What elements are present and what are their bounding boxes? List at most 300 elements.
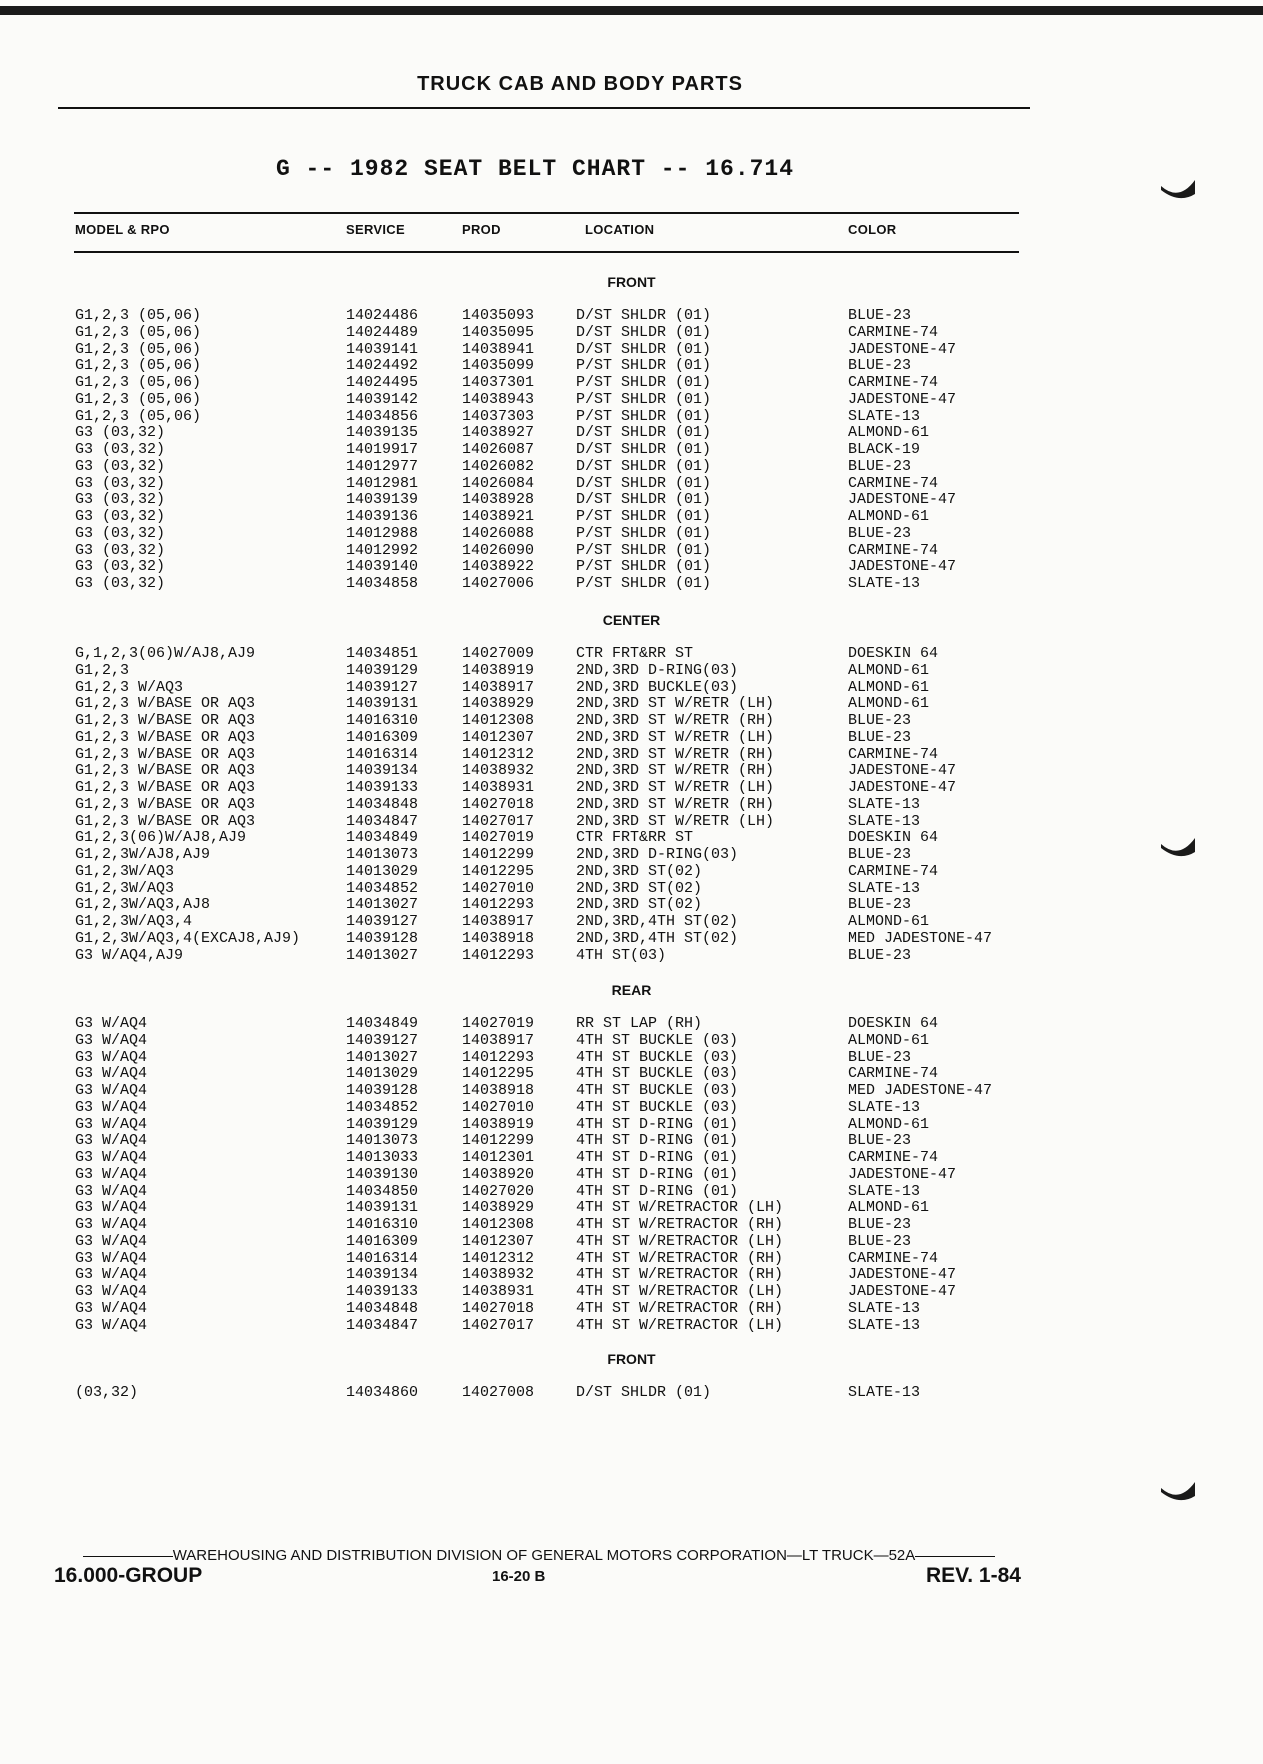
model-cell: G3 W/AQ4 — [75, 1031, 148, 1049]
model-cell: G3 W/AQ4 — [75, 1165, 148, 1183]
service-number-cell: 14039128 — [346, 1082, 419, 1099]
service-number-cell: 14012977 — [346, 457, 419, 475]
location-cell: 2ND,3RD ST W/RETR (LH) — [576, 779, 775, 796]
service-number-cell: 14016314 — [346, 1249, 419, 1267]
location-cell: 4TH ST BUCKLE (03) — [576, 1048, 739, 1066]
service-number-cell: 14024486 — [346, 307, 419, 324]
prod-number-cell: 14012293 — [462, 896, 535, 914]
prod-number-cell: 14038917 — [462, 1031, 535, 1049]
prod-number-cell: 14012295 — [462, 1065, 535, 1083]
service-number-cell: 14039131 — [346, 1199, 419, 1217]
service-number-cell: 14013029 — [346, 862, 419, 880]
prod-number-cell: 14012295 — [462, 862, 535, 880]
model-cell: G3 W/AQ4 — [75, 1199, 148, 1217]
service-number-cell: 14039133 — [346, 779, 419, 796]
color-cell: DOESKIN 64 — [848, 645, 939, 662]
prod-number-cell: 14012312 — [462, 1249, 535, 1267]
prod-number-cell: 14038929 — [462, 1199, 535, 1217]
color-cell: BLUE-23 — [848, 846, 912, 863]
prod-number-cell: 14037303 — [462, 407, 535, 425]
color-cell: CARMINE-74 — [848, 1249, 939, 1267]
location-cell: D/ST SHLDR (01) — [576, 424, 712, 442]
prod-number-cell: 14026088 — [462, 524, 535, 542]
model-cell: G3 (03,32) — [75, 524, 166, 542]
color-cell: SLATE-13 — [848, 1098, 921, 1116]
model-cell: G1,2,3 (05,06) — [75, 357, 202, 375]
location-cell: 4TH ST W/RETRACTOR (RH) — [576, 1216, 784, 1233]
prod-number-cell: 14027020 — [462, 1182, 535, 1200]
prod-number-cell: 14038928 — [462, 491, 535, 509]
column-header-location: LOCATION — [585, 222, 655, 237]
location-cell: 2ND,3RD ST W/RETR (RH) — [576, 795, 775, 813]
prod-number-cell: 14038919 — [462, 661, 535, 679]
model-cell: G1,2,3 — [75, 661, 130, 679]
service-number-cell: 14039141 — [346, 340, 419, 358]
location-cell: 2ND,3RD ST W/RETR (RH) — [576, 745, 775, 763]
service-number-cell: 14012988 — [346, 524, 419, 542]
service-number-cell: 14039129 — [346, 661, 419, 679]
service-number-cell: 14039130 — [346, 1165, 419, 1183]
footer-division-line — [54, 1547, 1024, 1564]
location-cell: 4TH ST BUCKLE (03) — [576, 1098, 739, 1116]
color-cell: CARMINE-74 — [848, 541, 939, 559]
location-cell: 4TH ST D-RING (01) — [576, 1182, 739, 1200]
color-cell: JADESTONE-47 — [848, 1266, 957, 1284]
location-cell: P/ST SHLDR (01) — [576, 541, 712, 559]
location-cell: 4TH ST D-RING (01) — [576, 1115, 739, 1133]
prod-number-cell: 14035095 — [462, 323, 535, 341]
location-cell: 4TH ST W/RETRACTOR (RH) — [576, 1249, 784, 1267]
color-cell: SLATE-13 — [848, 879, 921, 897]
model-cell: (03,32) — [75, 1384, 139, 1401]
model-cell: G3 W/AQ4 — [75, 1216, 148, 1233]
prod-number-cell: 14038917 — [462, 678, 535, 696]
footer-division-text: WAREHOUSING AND DISTRIBUTION DIVISION OF GENERAL MOTORS CORPORATION—LT TRUCK—52A — [172, 1547, 916, 1564]
prod-number-cell: 14012308 — [462, 1216, 535, 1233]
service-number-cell: 14034851 — [346, 645, 419, 662]
color-cell: CARMINE-74 — [848, 1065, 939, 1083]
color-cell: SLATE-13 — [848, 1316, 921, 1334]
location-cell: 4TH ST W/RETRACTOR (RH) — [576, 1299, 784, 1317]
prod-number-cell: 14038943 — [462, 390, 535, 408]
model-cell: G3 W/AQ4 — [75, 1149, 148, 1166]
model-cell: G3 (03,32) — [75, 457, 166, 475]
prod-number-cell: 14035093 — [462, 307, 535, 324]
prod-number-cell: 14038931 — [462, 779, 535, 796]
location-cell: D/ST SHLDR (01) — [576, 491, 712, 509]
color-cell: MED JADESTONE-47 — [848, 1082, 993, 1099]
service-number-cell: 14024492 — [346, 357, 419, 375]
color-cell: BLUE-23 — [848, 1232, 912, 1250]
service-number-cell: 14034860 — [346, 1384, 419, 1401]
model-cell: G1,2,3 W/BASE OR AQ3 — [75, 795, 256, 813]
location-cell: 4TH ST W/RETRACTOR (LH) — [576, 1199, 784, 1217]
location-cell: D/ST SHLDR (01) — [576, 474, 712, 492]
location-cell: CTR FRT&RR ST — [576, 645, 694, 662]
model-cell: G1,2,3(06)W/AJ8,AJ9 — [75, 829, 247, 847]
footer-page-number: 16-20 B — [492, 1568, 546, 1585]
location-cell: P/ST SHLDR (01) — [576, 374, 712, 391]
model-cell: G1,2,3 (05,06) — [75, 407, 202, 425]
location-cell: 4TH ST BUCKLE (03) — [576, 1031, 739, 1049]
service-number-cell: 14039127 — [346, 913, 419, 930]
service-number-cell: 14039142 — [346, 390, 419, 408]
service-number-cell: 14034856 — [346, 407, 419, 425]
color-cell: DOESKIN 64 — [848, 829, 939, 847]
model-cell: G1,2,3 (05,06) — [75, 323, 202, 341]
service-number-cell: 14024495 — [346, 374, 419, 391]
prod-number-cell: 14012308 — [462, 712, 535, 729]
location-cell: 4TH ST W/RETRACTOR (LH) — [576, 1316, 784, 1334]
section-title: REAR — [611, 982, 652, 998]
prod-number-cell: 14038919 — [462, 1115, 535, 1133]
color-cell: ALMOND-61 — [848, 695, 930, 713]
model-cell: G3 W/AQ4 — [75, 1316, 148, 1334]
location-cell: P/ST SHLDR (01) — [576, 575, 712, 592]
location-cell: 2ND,3RD ST(02) — [576, 896, 703, 914]
prod-number-cell: 14012299 — [462, 846, 535, 863]
color-cell: JADESTONE-47 — [848, 762, 957, 780]
prod-number-cell: 14027017 — [462, 812, 535, 830]
location-cell: 2ND,3RD D-RING(03) — [576, 661, 739, 679]
color-cell: SLATE-13 — [848, 795, 921, 813]
prod-number-cell: 14012299 — [462, 1132, 535, 1150]
color-cell: SLATE-13 — [848, 1384, 921, 1401]
model-cell: G3 (03,32) — [75, 424, 166, 442]
model-cell: G1,2,3 (05,06) — [75, 390, 202, 408]
model-cell: G1,2,3 (05,06) — [75, 374, 202, 391]
prod-number-cell: 14027006 — [462, 575, 535, 592]
prod-number-cell: 14026082 — [462, 457, 535, 475]
model-cell: G1,2,3 W/BASE OR AQ3 — [75, 745, 256, 763]
service-number-cell: 14034849 — [346, 829, 419, 847]
color-cell: BLUE-23 — [848, 712, 912, 729]
model-cell: G3 (03,32) — [75, 491, 166, 509]
location-cell: 4TH ST BUCKLE (03) — [576, 1065, 739, 1083]
location-cell: P/ST SHLDR (01) — [576, 508, 712, 525]
location-cell: P/ST SHLDR (01) — [576, 390, 712, 408]
service-number-cell: 14034848 — [346, 795, 419, 813]
color-cell: SLATE-13 — [848, 407, 921, 425]
service-number-cell: 14034849 — [346, 1015, 419, 1032]
service-number-cell: 14013027 — [346, 946, 419, 964]
section-title: CENTER — [602, 612, 661, 628]
prod-number-cell: 14038929 — [462, 695, 535, 713]
prod-number-cell: 14012312 — [462, 745, 535, 763]
prod-number-cell: 14038931 — [462, 1283, 535, 1300]
color-cell: BLUE-23 — [848, 307, 912, 324]
color-cell: SLATE-13 — [848, 1182, 921, 1200]
model-cell: G1,2,3 W/BASE OR AQ3 — [75, 695, 256, 713]
location-cell: 2ND,3RD ST W/RETR (LH) — [576, 695, 775, 713]
prod-number-cell: 14012293 — [462, 1048, 535, 1066]
model-cell: G3 W/AQ4 — [75, 1082, 148, 1099]
model-cell: G,1,2,3(06)W/AJ8,AJ9 — [75, 645, 256, 662]
prod-number-cell: 14012293 — [462, 946, 535, 964]
service-number-cell: 14039139 — [346, 491, 419, 509]
prod-number-cell: 14027009 — [462, 645, 535, 662]
service-number-cell: 14024489 — [346, 323, 419, 341]
column-header-model: MODEL & RPO — [75, 222, 170, 237]
color-cell: ALMOND-61 — [848, 1199, 930, 1217]
location-cell: RR ST LAP (RH) — [576, 1015, 703, 1032]
color-cell: CARMINE-74 — [848, 1149, 939, 1166]
location-cell: 4TH ST W/RETRACTOR (LH) — [576, 1232, 784, 1250]
prod-number-cell: 14026084 — [462, 474, 535, 492]
prod-number-cell: 14027010 — [462, 1098, 535, 1116]
color-cell: ALMOND-61 — [848, 913, 930, 930]
location-cell: 2ND,3RD ST(02) — [576, 879, 703, 897]
model-cell: G1,2,3W/AQ3,4 — [75, 913, 193, 930]
service-number-cell: 14039131 — [346, 695, 419, 713]
model-cell: G3 (03,32) — [75, 441, 166, 458]
model-cell: G1,2,3 W/BASE OR AQ3 — [75, 728, 256, 746]
color-cell: BLUE-23 — [848, 1048, 912, 1066]
model-cell: G3 (03,32) — [75, 508, 166, 525]
location-cell: 2ND,3RD ST W/RETR (RH) — [576, 762, 775, 780]
color-cell: SLATE-13 — [848, 812, 921, 830]
model-cell: G1,2,3 (05,06) — [75, 340, 202, 358]
location-cell: D/ST SHLDR (01) — [576, 307, 712, 324]
prod-number-cell: 14038918 — [462, 929, 535, 947]
color-cell: JADESTONE-47 — [848, 491, 957, 509]
column-header-service: SERVICE — [346, 222, 405, 237]
service-number-cell: 14039135 — [346, 424, 419, 442]
color-cell: ALMOND-61 — [848, 1031, 930, 1049]
header-rule — [58, 107, 1030, 109]
service-number-cell: 14034852 — [346, 879, 419, 897]
location-cell: 2ND,3RD D-RING(03) — [576, 846, 739, 863]
service-number-cell: 14034858 — [346, 575, 419, 592]
model-cell: G3 (03,32) — [75, 558, 166, 576]
footer-dash-left — [83, 1556, 173, 1557]
prod-number-cell: 14035099 — [462, 357, 535, 375]
model-cell: G3 W/AQ4 — [75, 1232, 148, 1250]
model-cell: G3 W/AQ4 — [75, 1299, 148, 1317]
color-cell: CARMINE-74 — [848, 745, 939, 763]
section-title: FRONT — [607, 1351, 656, 1367]
model-cell: G3 W/AQ4 — [75, 1266, 148, 1284]
prod-number-cell: 14038918 — [462, 1082, 535, 1099]
color-cell: BLUE-23 — [848, 1216, 912, 1233]
color-cell: CARMINE-74 — [848, 323, 939, 341]
service-number-cell: 14039134 — [346, 762, 419, 780]
color-cell: JADESTONE-47 — [848, 340, 957, 358]
table-top-rule — [74, 212, 1019, 214]
footer-revision: REV. 1-84 — [926, 1564, 1021, 1587]
prod-number-cell: 14027019 — [462, 1015, 535, 1032]
location-cell: CTR FRT&RR ST — [576, 829, 694, 847]
prod-number-cell: 14027018 — [462, 1299, 535, 1317]
model-cell: G1,2,3W/AQ3,4(EXCAJ8,AJ9) — [75, 929, 301, 947]
model-cell: G3 W/AQ4 — [75, 1015, 148, 1032]
service-number-cell: 14039127 — [346, 1031, 419, 1049]
prod-number-cell: 14012307 — [462, 1232, 535, 1250]
service-number-cell: 14034847 — [346, 1316, 419, 1334]
prod-number-cell: 14027008 — [462, 1384, 535, 1401]
model-cell: G3 (03,32) — [75, 575, 166, 592]
binder-tab-mark-icon — [1159, 836, 1197, 860]
location-cell: 2ND,3RD ST W/RETR (LH) — [576, 812, 775, 830]
service-number-cell: 14016314 — [346, 745, 419, 763]
color-cell: ALMOND-61 — [848, 508, 930, 525]
location-cell: P/ST SHLDR (01) — [576, 524, 712, 542]
model-cell: G3 (03,32) — [75, 474, 166, 492]
service-number-cell: 14016310 — [346, 712, 419, 729]
service-number-cell: 14016309 — [346, 728, 419, 746]
location-cell: 2ND,3RD,4TH ST(02) — [576, 929, 739, 947]
color-cell: CARMINE-74 — [848, 862, 939, 880]
location-cell: 2ND,3RD BUCKLE(03) — [576, 678, 739, 696]
service-number-cell: 14039136 — [346, 508, 419, 525]
model-cell: G3 W/AQ4 — [75, 1098, 148, 1116]
top-border-rule — [0, 6, 1263, 15]
color-cell: MED JADESTONE-47 — [848, 929, 993, 947]
footer-dash-right — [915, 1556, 995, 1557]
location-cell: 4TH ST D-RING (01) — [576, 1149, 739, 1166]
color-cell: BLUE-23 — [848, 457, 912, 475]
model-cell: G1,2,3 W/BASE OR AQ3 — [75, 712, 256, 729]
service-number-cell: 14012981 — [346, 474, 419, 492]
binder-tab-mark-icon — [1159, 178, 1197, 202]
color-cell: BLUE-23 — [848, 357, 912, 375]
color-cell: CARMINE-74 — [848, 374, 939, 391]
location-cell: P/ST SHLDR (01) — [576, 558, 712, 576]
color-cell: BLUE-23 — [848, 896, 912, 914]
location-cell: D/ST SHLDR (01) — [576, 340, 712, 358]
model-cell: G3 W/AQ4 — [75, 1283, 148, 1300]
prod-number-cell: 14027018 — [462, 795, 535, 813]
model-cell: G1,2,3 W/BASE OR AQ3 — [75, 762, 256, 780]
prod-number-cell: 14026087 — [462, 441, 535, 458]
column-header-prod: PROD — [462, 222, 501, 237]
color-cell: BLUE-23 — [848, 946, 912, 964]
chart-title: G -- 1982 SEAT BELT CHART -- 16.714 — [275, 156, 795, 182]
prod-number-cell: 14038920 — [462, 1165, 535, 1183]
service-number-cell: 14034850 — [346, 1182, 419, 1200]
color-cell: BLUE-23 — [848, 728, 912, 746]
service-number-cell: 14013027 — [346, 896, 419, 914]
prod-number-cell: 14012301 — [462, 1149, 535, 1166]
service-number-cell: 14013027 — [346, 1048, 419, 1066]
prod-number-cell: 14038922 — [462, 558, 535, 576]
model-cell: G3 W/AQ4 — [75, 1048, 148, 1066]
color-cell: ALMOND-61 — [848, 661, 930, 679]
location-cell: 2ND,3RD ST(02) — [576, 862, 703, 880]
color-cell: BLUE-23 — [848, 1132, 912, 1150]
model-cell: G3 (03,32) — [75, 541, 166, 559]
prod-number-cell: 14027019 — [462, 829, 535, 847]
prod-number-cell: 14038932 — [462, 1266, 535, 1284]
model-cell: G3 W/AQ4 — [75, 1115, 148, 1133]
location-cell: P/ST SHLDR (01) — [576, 407, 712, 425]
service-number-cell: 14034852 — [346, 1098, 419, 1116]
service-number-cell: 14034847 — [346, 812, 419, 830]
location-cell: D/ST SHLDR (01) — [576, 441, 712, 458]
service-number-cell: 14016309 — [346, 1232, 419, 1250]
service-number-cell: 14012992 — [346, 541, 419, 559]
color-cell: JADESTONE-47 — [848, 558, 957, 576]
column-header-color: COLOR — [848, 222, 897, 237]
location-cell: 2ND,3RD ST W/RETR (RH) — [576, 712, 775, 729]
location-cell: 4TH ST D-RING (01) — [576, 1132, 739, 1150]
service-number-cell: 14039140 — [346, 558, 419, 576]
location-cell: 4TH ST D-RING (01) — [576, 1165, 739, 1183]
prod-number-cell: 14038941 — [462, 340, 535, 358]
model-cell: G1,2,3 W/BASE OR AQ3 — [75, 812, 256, 830]
model-cell: G3 W/AQ4 — [75, 1249, 148, 1267]
section-title: FRONT — [607, 274, 656, 290]
service-number-cell: 14013033 — [346, 1149, 419, 1166]
color-cell: BLUE-23 — [848, 524, 912, 542]
color-cell: JADESTONE-47 — [848, 1165, 957, 1183]
location-cell: D/ST SHLDR (01) — [576, 457, 712, 475]
location-cell: D/ST SHLDR (01) — [576, 323, 712, 341]
model-cell: G1,2,3W/AJ8,AJ9 — [75, 846, 211, 863]
color-cell: ALMOND-61 — [848, 1115, 930, 1133]
location-cell: P/ST SHLDR (01) — [576, 357, 712, 375]
prod-number-cell: 14038927 — [462, 424, 535, 442]
model-cell: G1,2,3 W/BASE OR AQ3 — [75, 779, 256, 796]
prod-number-cell: 14027017 — [462, 1316, 535, 1334]
color-cell: ALMOND-61 — [848, 678, 930, 696]
model-cell: G1,2,3W/AQ3,AJ8 — [75, 896, 211, 914]
model-cell: G1,2,3 W/AQ3 — [75, 678, 184, 696]
prod-number-cell: 14037301 — [462, 374, 535, 391]
service-number-cell: 14016310 — [346, 1216, 419, 1233]
prod-number-cell: 14027010 — [462, 879, 535, 897]
service-number-cell: 14013073 — [346, 846, 419, 863]
color-cell: JADESTONE-47 — [848, 390, 957, 408]
color-cell: ALMOND-61 — [848, 424, 930, 442]
service-number-cell: 14019917 — [346, 441, 419, 458]
service-number-cell: 14039134 — [346, 1266, 419, 1284]
prod-number-cell: 14038921 — [462, 508, 535, 525]
location-cell: 4TH ST W/RETRACTOR (RH) — [576, 1266, 784, 1284]
location-cell: D/ST SHLDR (01) — [576, 1384, 712, 1401]
location-cell: 4TH ST W/RETRACTOR (LH) — [576, 1283, 784, 1300]
service-number-cell: 14039128 — [346, 929, 419, 947]
binder-tab-mark-icon — [1159, 1480, 1197, 1504]
service-number-cell: 14039129 — [346, 1115, 419, 1133]
service-number-cell: 14013073 — [346, 1132, 419, 1150]
location-cell: 4TH ST BUCKLE (03) — [576, 1082, 739, 1099]
color-cell: BLACK-19 — [848, 441, 921, 458]
model-cell: G1,2,3 (05,06) — [75, 307, 202, 324]
prod-number-cell: 14012307 — [462, 728, 535, 746]
model-cell: G3 W/AQ4 — [75, 1132, 148, 1150]
color-cell: SLATE-13 — [848, 575, 921, 592]
color-cell: DOESKIN 64 — [848, 1015, 939, 1032]
service-number-cell: 14039127 — [346, 678, 419, 696]
model-cell: G3 W/AQ4 — [75, 1065, 148, 1083]
prod-number-cell: 14038917 — [462, 913, 535, 930]
service-number-cell: 14013029 — [346, 1065, 419, 1083]
location-cell: 2ND,3RD ST W/RETR (LH) — [576, 728, 775, 746]
color-cell: JADESTONE-47 — [848, 779, 957, 796]
color-cell: CARMINE-74 — [848, 474, 939, 492]
location-cell: 2ND,3RD,4TH ST(02) — [576, 913, 739, 930]
prod-number-cell: 14026090 — [462, 541, 535, 559]
page-header: TRUCK CAB AND BODY PARTS — [417, 73, 743, 95]
model-cell: G1,2,3W/AQ3 — [75, 862, 175, 880]
table-header-rule — [74, 251, 1019, 253]
location-cell: 4TH ST(03) — [576, 946, 667, 964]
color-cell: JADESTONE-47 — [848, 1283, 957, 1300]
service-number-cell: 14039133 — [346, 1283, 419, 1300]
color-cell: SLATE-13 — [848, 1299, 921, 1317]
service-number-cell: 14034848 — [346, 1299, 419, 1317]
